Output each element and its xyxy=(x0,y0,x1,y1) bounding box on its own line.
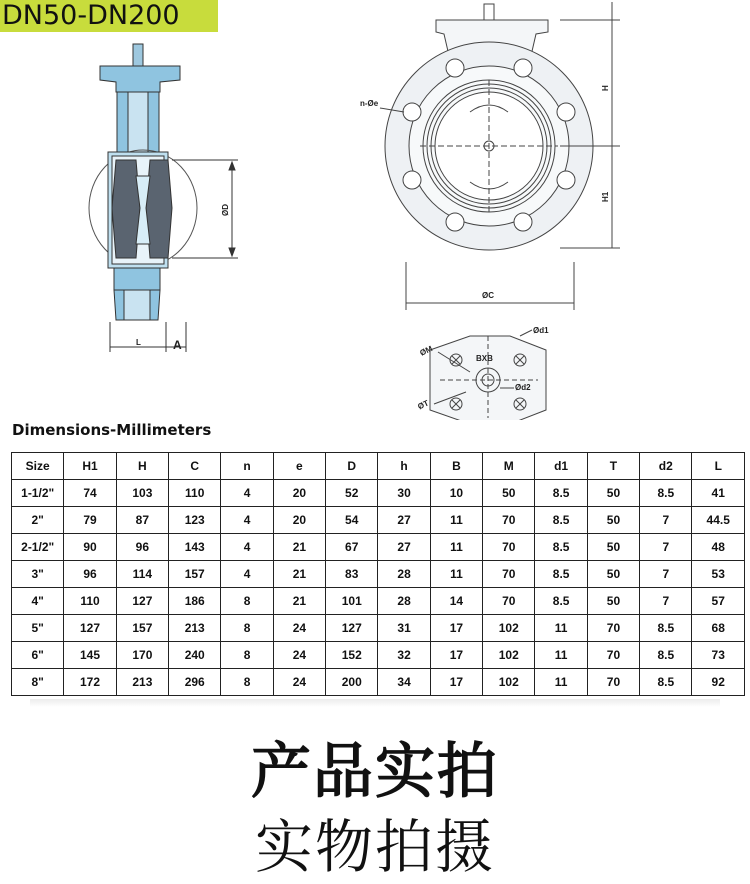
table-row xyxy=(12,561,745,588)
table-row xyxy=(12,534,745,561)
header-c: C xyxy=(169,453,221,480)
table-cell: 8.5 xyxy=(535,561,587,588)
table-cell: 70 xyxy=(483,534,535,561)
table-cell: 24 xyxy=(273,615,325,642)
table-cell: 70 xyxy=(587,642,639,669)
table-cell: 50 xyxy=(483,480,535,507)
product-photos-heading: 产品实拍 xyxy=(251,737,499,807)
table-cell: 30 xyxy=(378,480,430,507)
table-cell: 50 xyxy=(587,534,639,561)
table-cell: 5" xyxy=(12,615,64,642)
table-cell: 34 xyxy=(378,669,430,696)
table-cell: 11 xyxy=(430,534,482,561)
table-cell: 2" xyxy=(12,507,64,534)
header-h1: H1 xyxy=(64,453,116,480)
table-cell: 6" xyxy=(12,642,64,669)
table-cell: 31 xyxy=(378,615,430,642)
table-cell: 92 xyxy=(692,669,745,696)
table-cell: 8 xyxy=(221,615,273,642)
label-l: L xyxy=(136,338,141,347)
table-cell: 123 xyxy=(169,507,221,534)
table-cell: 4 xyxy=(221,534,273,561)
table-cell: 186 xyxy=(169,588,221,615)
table-cell: 57 xyxy=(692,588,745,615)
table-cell: 101 xyxy=(326,588,378,615)
table-cell: 8.5 xyxy=(640,642,692,669)
table-cell: 8.5 xyxy=(535,480,587,507)
actual-shots-heading: 实物拍摄 xyxy=(254,813,495,881)
header-n: n xyxy=(221,453,273,480)
table-cell: 8.5 xyxy=(535,588,587,615)
table-row xyxy=(12,480,745,507)
table-cell: 3" xyxy=(12,561,64,588)
table-cell: 17 xyxy=(430,669,482,696)
table-cell: 8.5 xyxy=(640,480,692,507)
header-d: D xyxy=(326,453,378,480)
label-bxb: BXB xyxy=(476,354,493,363)
table-cell: 70 xyxy=(587,615,639,642)
table-cell: 145 xyxy=(64,642,116,669)
table-cell: 8 xyxy=(221,588,273,615)
table-cell: 8 xyxy=(221,642,273,669)
table-cell: 8.5 xyxy=(640,615,692,642)
size-range-badge: DN50-DN200 xyxy=(0,0,218,32)
table-cell: 7 xyxy=(640,534,692,561)
valve-technical-drawing xyxy=(0,0,750,420)
table-cell: 110 xyxy=(169,480,221,507)
table-cell: 110 xyxy=(64,588,116,615)
table-cell: 7 xyxy=(640,588,692,615)
label-a: A xyxy=(173,338,182,352)
dimensions-table xyxy=(11,452,745,696)
header-h: H xyxy=(116,453,168,480)
table-cell: 21 xyxy=(273,561,325,588)
table-cell: 17 xyxy=(430,642,482,669)
table-cell: 103 xyxy=(116,480,168,507)
table-cell: 102 xyxy=(483,615,535,642)
table-cell: 127 xyxy=(116,588,168,615)
table-cell: 21 xyxy=(273,588,325,615)
label-phi-t: ØT xyxy=(416,398,431,412)
table-cell: 8" xyxy=(12,669,64,696)
table-cell: 70 xyxy=(483,561,535,588)
table-cell: 48 xyxy=(692,534,745,561)
table-cell: 70 xyxy=(483,507,535,534)
table-cell: 54 xyxy=(326,507,378,534)
table-cell: 20 xyxy=(273,507,325,534)
table-cell: 172 xyxy=(64,669,116,696)
table-cell: 24 xyxy=(273,642,325,669)
table-cell: 44.5 xyxy=(692,507,745,534)
table-cell: 240 xyxy=(169,642,221,669)
table-cell: 2-1/2" xyxy=(12,534,64,561)
table-cell: 200 xyxy=(326,669,378,696)
table-cell: 41 xyxy=(692,480,745,507)
table-cell: 87 xyxy=(116,507,168,534)
table-cell: 90 xyxy=(64,534,116,561)
label-phi-d: ØD xyxy=(221,204,230,216)
dimensions-title: Dimensions-Millimeters xyxy=(12,421,212,439)
table-row xyxy=(12,588,745,615)
header-d1: d1 xyxy=(535,453,587,480)
table-cell: 21 xyxy=(273,534,325,561)
table-cell: 1-1/2" xyxy=(12,480,64,507)
label-phi-m: ØM xyxy=(418,344,434,358)
table-cell: 50 xyxy=(587,507,639,534)
valve-side-section xyxy=(89,44,238,352)
table-cell: 170 xyxy=(116,642,168,669)
table-cell: 8.5 xyxy=(640,669,692,696)
table-cell: 4 xyxy=(221,507,273,534)
header-d2: d2 xyxy=(640,453,692,480)
mounting-pad-view xyxy=(430,330,546,420)
table-cell: 52 xyxy=(326,480,378,507)
table-cell: 11 xyxy=(535,615,587,642)
table-cell: 102 xyxy=(483,642,535,669)
table-cell: 102 xyxy=(483,669,535,696)
table-cell: 157 xyxy=(169,561,221,588)
table-cell: 27 xyxy=(378,534,430,561)
table-cell: 70 xyxy=(587,669,639,696)
table-cell: 32 xyxy=(378,642,430,669)
table-cell: 296 xyxy=(169,669,221,696)
table-cell: 11 xyxy=(430,507,482,534)
table-cell: 68 xyxy=(692,615,745,642)
table-cell: 50 xyxy=(587,561,639,588)
table-cell: 7 xyxy=(640,561,692,588)
table-cell: 8.5 xyxy=(535,534,587,561)
table-row xyxy=(12,615,745,642)
table-cell: 7 xyxy=(640,507,692,534)
table-cell: 27 xyxy=(378,507,430,534)
header-m: M xyxy=(483,453,535,480)
table-cell: 152 xyxy=(326,642,378,669)
table-cell: 127 xyxy=(326,615,378,642)
table-cell: 50 xyxy=(587,588,639,615)
table-cell: 213 xyxy=(169,615,221,642)
table-cell: 10 xyxy=(430,480,482,507)
table-row xyxy=(12,507,745,534)
header-b: B xyxy=(430,453,482,480)
table-cell: 11 xyxy=(535,669,587,696)
header-size: Size xyxy=(12,453,64,480)
table-cell: 67 xyxy=(326,534,378,561)
table-cell: 8.5 xyxy=(535,507,587,534)
table-cell: 143 xyxy=(169,534,221,561)
label-n-phi-e: n-Øe xyxy=(360,99,379,108)
table-row xyxy=(12,642,745,669)
table-cell: 4 xyxy=(221,561,273,588)
label-phi-d2: Ød2 xyxy=(515,383,531,392)
table-cell: 73 xyxy=(692,642,745,669)
table-cell: 83 xyxy=(326,561,378,588)
table-cell: 8 xyxy=(221,669,273,696)
table-cell: 11 xyxy=(535,642,587,669)
section-divider xyxy=(30,699,720,707)
table-cell: 28 xyxy=(378,561,430,588)
header-l: L xyxy=(692,453,745,480)
table-cell: 213 xyxy=(116,669,168,696)
table-cell: 24 xyxy=(273,669,325,696)
label-phi-c: ØC xyxy=(482,291,494,300)
table-header-row xyxy=(12,453,745,480)
table-cell: 70 xyxy=(483,588,535,615)
table-cell: 11 xyxy=(430,561,482,588)
table-cell: 127 xyxy=(64,615,116,642)
table-cell: 79 xyxy=(64,507,116,534)
label-h1: H1 xyxy=(601,191,610,202)
table-cell: 157 xyxy=(116,615,168,642)
table-cell: 50 xyxy=(587,480,639,507)
label-phi-d1: Ød1 xyxy=(533,326,549,335)
table-cell: 74 xyxy=(64,480,116,507)
header-t: T xyxy=(587,453,639,480)
table-cell: 53 xyxy=(692,561,745,588)
header-e: e xyxy=(273,453,325,480)
table-cell: 96 xyxy=(64,561,116,588)
table-cell: 114 xyxy=(116,561,168,588)
label-h: H xyxy=(601,85,610,91)
table-cell: 4 xyxy=(221,480,273,507)
table-cell: 17 xyxy=(430,615,482,642)
table-cell: 20 xyxy=(273,480,325,507)
table-cell: 4" xyxy=(12,588,64,615)
valve-front-view xyxy=(380,2,620,310)
table-cell: 28 xyxy=(378,588,430,615)
table-cell: 96 xyxy=(116,534,168,561)
table-cell: 14 xyxy=(430,588,482,615)
table-row xyxy=(12,669,745,696)
header-h-small: h xyxy=(378,453,430,480)
